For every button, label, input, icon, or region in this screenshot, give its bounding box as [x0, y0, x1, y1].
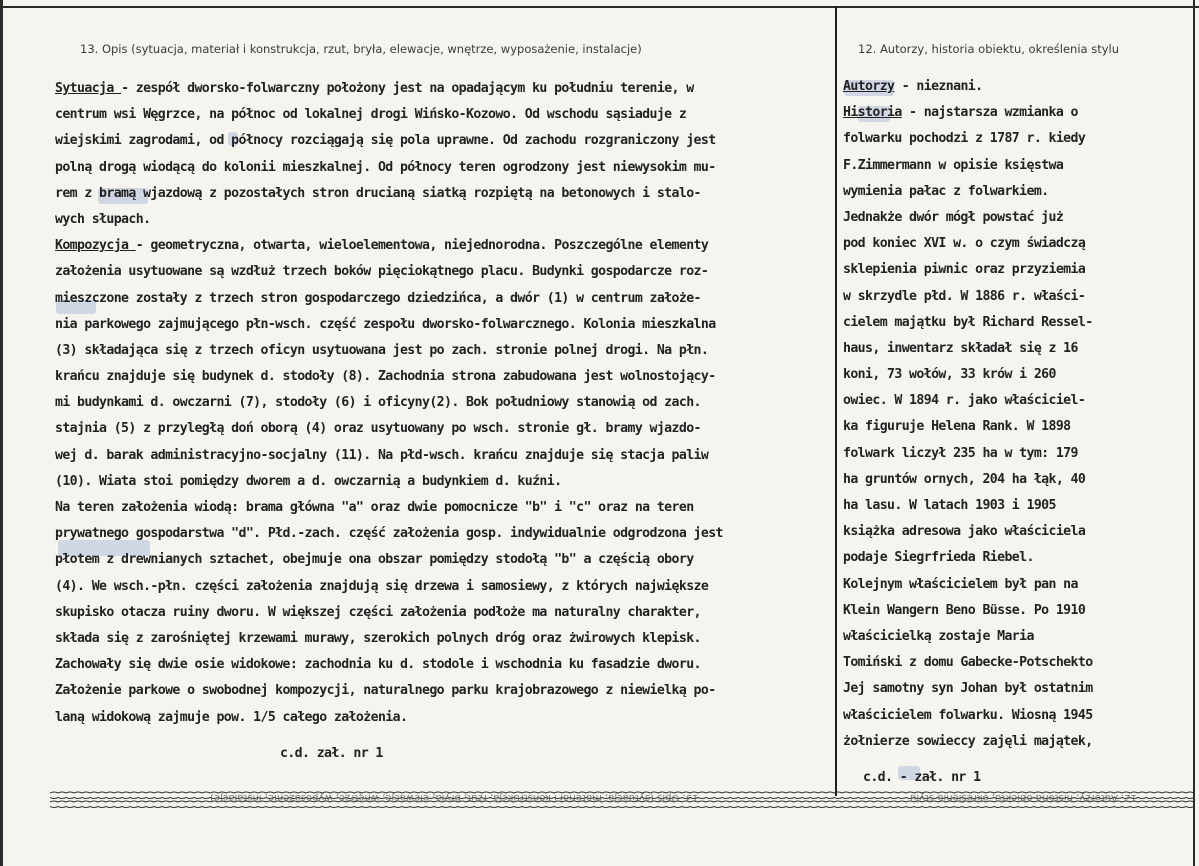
section-label: Autorzy — [843, 79, 895, 94]
line-text: Tomińskі z domu Gabecke-Potschekto — [843, 655, 1093, 671]
text-line — [55, 416, 835, 442]
text-line — [843, 467, 1143, 493]
line-text: (3) składająca się z trzech oficyn usytuowana jest po zach. stronie polnej drogi. Na płn. — [55, 342, 709, 358]
text-line — [55, 705, 835, 731]
line-text: - zespół dworsko-folwarczny położony jest na opadającym ku południu terenie, w — [121, 81, 694, 96]
line-text: mi budynkami d. owczarni (7), stodoły (6) i oficyny(2). Bok południowy stanowią od zach. — [55, 395, 701, 411]
text-line — [843, 598, 1143, 624]
line-text: właścicielem folwarku. Wiosną 1945 — [843, 707, 1093, 723]
line-text: - geometryczna, otwarta, wieloelementowa, niejednorodna. Poszczególne elementy — [135, 238, 709, 254]
text-line — [55, 181, 835, 207]
line-text: Kolejnym właścicielem był pan na — [843, 576, 1078, 592]
line-text: mieszczone zostały z trzech stron gospodarczego dziedzińca, a dwór (1) w centrum założe- — [55, 290, 701, 306]
text-line — [843, 650, 1143, 676]
line-text: Klein Wangern Beno Büsse. Po 1910 — [843, 602, 1086, 618]
text-line — [843, 545, 1143, 571]
line-text: wymienia pałac z folwarkiem. — [843, 183, 1049, 199]
line-text: folwark liczył 235 ha w tym: 179 — [843, 445, 1078, 461]
history-column — [843, 74, 1143, 791]
text-line — [55, 547, 835, 573]
text-line — [55, 286, 835, 312]
text-line — [843, 284, 1143, 310]
line-text: w skrzydle płd. W 1886 r. właści- — [843, 288, 1086, 304]
text-line — [55, 364, 835, 390]
line-text: płotem z drewnianych sztachet, obejmuje ona obszar pomiędzy stodołą "b" a częścią obory — [55, 552, 694, 568]
text-line — [843, 388, 1143, 414]
text-line — [55, 76, 835, 102]
text-line — [843, 100, 1143, 126]
section-label: Kompozycja — [55, 238, 136, 254]
text-line — [843, 572, 1143, 598]
line-text: ha lasu. W latach 1903 i 1905 — [843, 498, 1056, 513]
text-line — [843, 257, 1143, 283]
left-border — [0, 0, 3, 866]
line-text: żołnierze sowieccy zajęli majątek, — [843, 733, 1093, 749]
text-line — [843, 205, 1143, 231]
line-text: ka figuruje Helena Rank. W 1898 — [843, 419, 1071, 435]
line-text: pod koniec XVI w. o czym świadczą — [843, 236, 1086, 252]
text-line — [843, 179, 1143, 205]
top-border — [0, 6, 1199, 8]
text-line — [843, 729, 1143, 755]
right-border — [1193, 0, 1195, 866]
line-text: koni, 73 wołów, 33 krów i 260 — [843, 367, 1056, 383]
text-line — [55, 443, 835, 469]
description-column — [55, 76, 835, 767]
wave-line — [50, 807, 1195, 808]
line-text: haus, inwentarz składał się z 16 — [843, 340, 1078, 356]
line-text: skupisko otacza ruiny dworu. W większej części założenia podłoże ma naturalny charakter, — [55, 604, 701, 620]
text-line — [55, 312, 835, 338]
line-text: (4). We wsch.-płn. części założenia znajdują się drzewa i samosiewy, z których największe — [55, 578, 709, 594]
line-text: (10). Wiata stoi pomiędzy dworem a d. owczarnią a budynkiem d. kuźni. — [55, 473, 562, 489]
line-text: krańcu znajduje się budynek d. stodoły (8). Zachodnia strona zabudowana jest wolnostojący- — [55, 369, 716, 385]
text-line — [55, 495, 835, 521]
text-line — [55, 469, 835, 495]
text-line — [843, 362, 1143, 388]
line-text: właścicielką zostaje Maria — [843, 628, 1034, 644]
line-text: Założenie parkowe o swobodnej kompozycji, naturalnego parku krajobrazowego z niewielką po- — [55, 683, 716, 699]
text-line — [55, 233, 835, 259]
text-line — [55, 102, 835, 128]
text-line — [843, 441, 1143, 467]
line-text: - nieznani. — [894, 79, 983, 94]
line-text: wej d. barak administracyjno-socjalny (11). Na płd-wsch. krańcu znajduje się stacja paliw — [55, 447, 709, 463]
text-line — [55, 600, 835, 626]
line-text: Zachowały się dwie osie widokowe: zachodnia ku d. stodole i wschodnia ku fasadzie dworu. — [55, 657, 701, 673]
text-line — [55, 207, 835, 233]
column-divider — [835, 6, 837, 796]
text-line — [843, 676, 1143, 702]
line-text: książka adresowa jako właściciela — [843, 524, 1086, 540]
continuation-note: c.d. zał. nr 1 — [280, 745, 383, 761]
text-line — [843, 414, 1143, 440]
text-line — [843, 336, 1143, 362]
line-text: owiec. W 1894 r. jako właściciel- — [843, 393, 1086, 409]
text-line — [55, 390, 835, 416]
section-13-header: 13. Opis (sytuacja, materiał i konstrukcja, rzut, bryła, elewacje, wnętrze, wyposażenie, instalacje) — [80, 42, 642, 56]
line-text: laną widokową zajmuje pow. 1/5 całego założenia. — [55, 709, 408, 725]
line-text: F.Zimmermann w opisie księstwa — [843, 157, 1064, 173]
line-text: wiejskimi zagrodami, od północy rozciągają się pola uprawne. Od zachodu rozgraniczony jest — [55, 133, 716, 149]
line-text: podaje Siegrfrieda Riebel. — [843, 550, 1034, 566]
line-text: polną drogą wiodącą do kolonii mieszkalnej. Od północy teren ogrodzony jest niewysokim mu- — [55, 159, 716, 175]
section-12-header: 12. Autorzy, historia obiektu, określenia stylu — [858, 42, 1120, 56]
line-text: składa się z zarośniętej krzewami murawy, szerokich polnych dróg oraz żwirowych klepisk. — [55, 630, 701, 646]
line-text: - najstarsza wzmianka o — [901, 105, 1078, 121]
section-label: Sytuacja — [55, 81, 122, 96]
text-line — [843, 153, 1143, 179]
text-line — [55, 155, 835, 181]
line-text: nia parkowego zajmującego płn-wsch. część zespołu dworsko-folwarcznego. Kolonia mieszkalna — [55, 316, 716, 332]
text-line — [55, 521, 835, 547]
text-line — [843, 74, 1143, 100]
text-line — [55, 128, 835, 154]
text-line — [55, 338, 835, 364]
text-line — [843, 493, 1143, 519]
text-line — [843, 310, 1143, 336]
line-text: założenia usytuowane są wzdłuż trzech boków pięciokątnego placu. Budynki gospodarcze roz- — [55, 264, 709, 280]
text-line — [843, 231, 1143, 257]
text-line — [55, 678, 835, 704]
text-line — [55, 652, 835, 678]
text-line — [55, 574, 835, 600]
line-text: stajnia (5) z przyległą doń oborą (4) oraz usytuowany po wsch. stronie gł. bramy wjazdo- — [55, 421, 701, 437]
text-line — [843, 519, 1143, 545]
text-line — [55, 259, 835, 285]
text-line — [843, 126, 1143, 152]
mirrored-section-13-header: 13. Opis (sytuacja, materiał i konstrukcja, rzut, bryła, elewacje, wnętrze, wyposażenie, instalacje) — [210, 792, 699, 803]
line-text: centrum wsi Węgrzce, na północ od lokalnej drogi Wińsko-Kozowo. Od wschodu sąsiaduje z — [55, 107, 687, 123]
text-line — [843, 703, 1143, 729]
mirrored-section-12-header: 12. Autorzy, historia obiektu, określenia stylu — [910, 792, 1137, 803]
line-text: cielem majątku był Richard Ressel- — [843, 314, 1093, 330]
continuation-note: c.d. - zał. nr 1 — [863, 769, 981, 785]
text-line — [55, 626, 835, 652]
line-text: prywatnego gospodarstwa "d". Płd.-zach. część założenia gosp. indywidualnie odgrodzona jest — [55, 526, 723, 542]
line-text: ha gruntów ornych, 204 ha łąk, 40 — [843, 471, 1086, 487]
line-text: sklepienia piwnic oraz przyziemia — [843, 262, 1086, 278]
line-text: rem z bramą wjazdową z pozostałych stron drucianą siatką rozpiętą na betonowych i stalo- — [55, 185, 701, 201]
line-text: Jednakże dwór mógł powstać już — [843, 209, 1064, 225]
section-label: Historia — [843, 105, 902, 121]
line-text: Na teren założenia wiodą: brama główna "a" oraz dwie pomocnicze "b" i "c" oraz na teren — [55, 500, 694, 515]
text-line — [843, 624, 1143, 650]
line-text: Jej samotny syn Johan był ostatnim — [843, 681, 1093, 697]
line-text: wych słupach. — [55, 211, 151, 227]
line-text: folwarku pochodzi z 1787 r. kiedy — [843, 131, 1086, 147]
